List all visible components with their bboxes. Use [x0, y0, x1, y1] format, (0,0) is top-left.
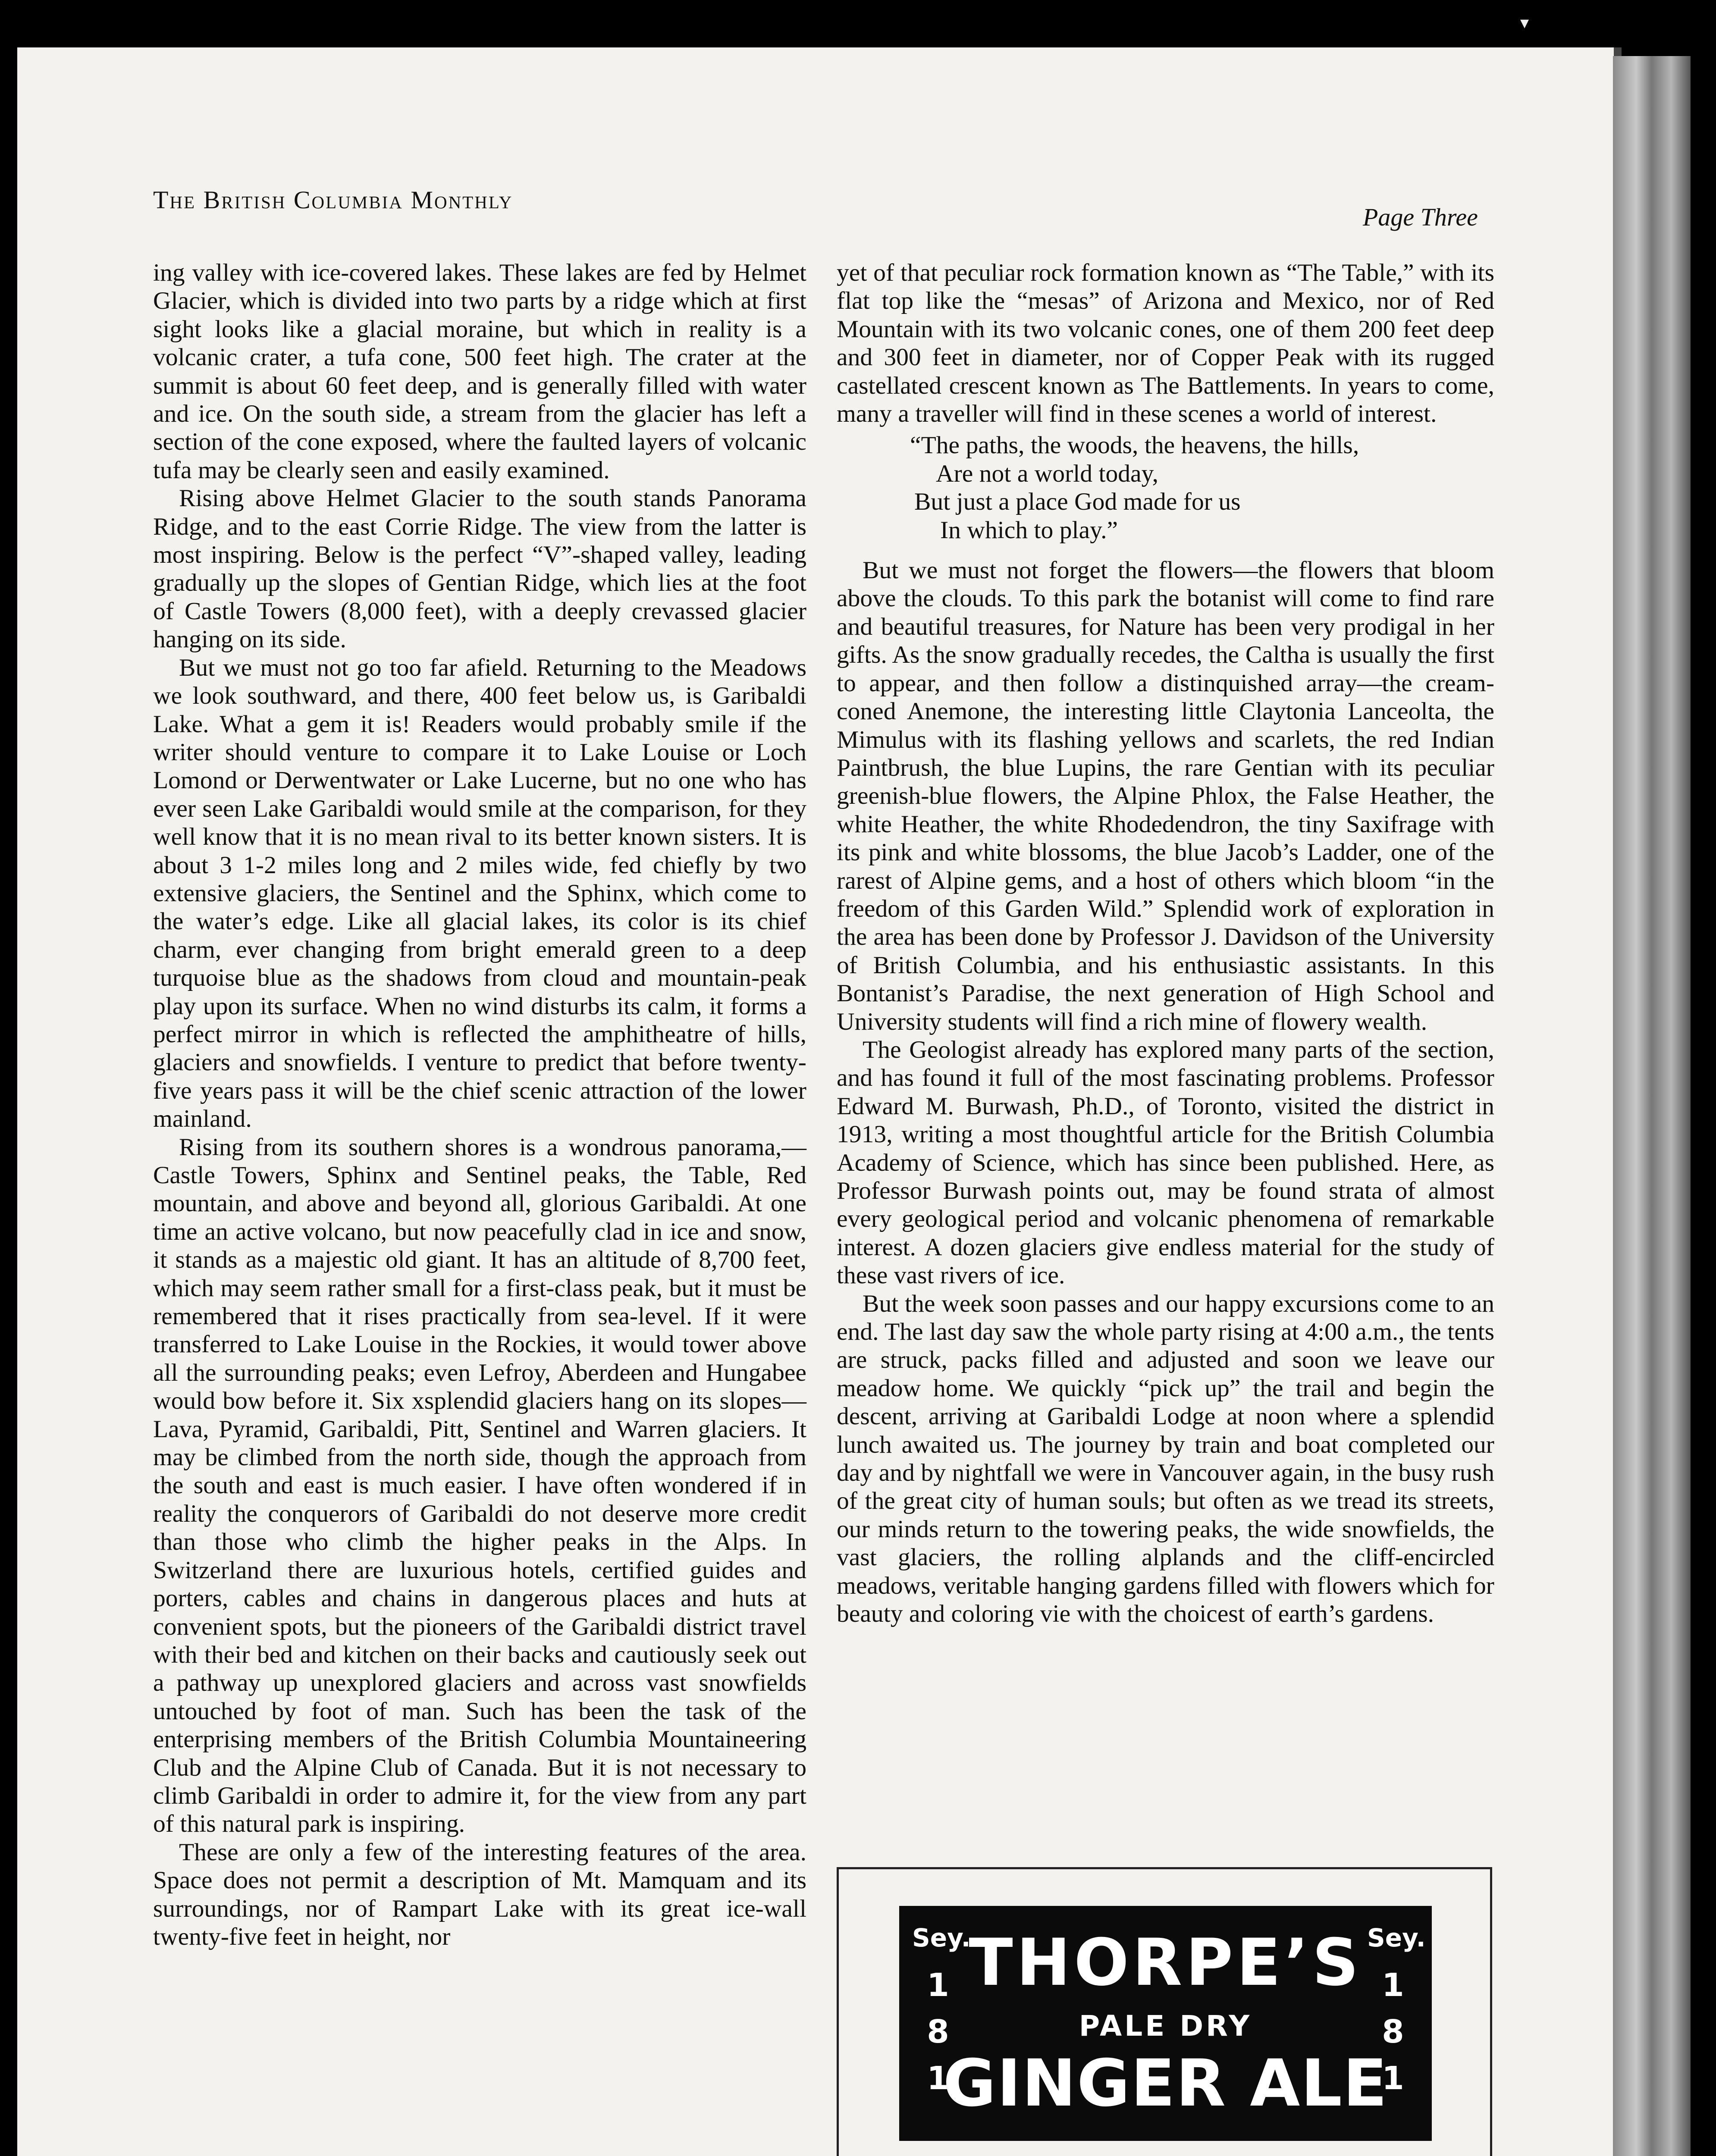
left-column [153, 259, 806, 1951]
phone-digit: 8 [927, 2013, 949, 2050]
ad-brand: THORPE’S [969, 1925, 1362, 2000]
paragraph: Rising above Helmet Glacier to the south stands Panorama Ridge, and to the east Corrie Ridge. The view from the latter is most inspiring. Below is the perfect “V”-shaped valley, leading gradually up the slopes of Gentian Ridge, which lies at the foot of Castle Towers (8,000 feet), with a deeply crevassed glacier hanging on its side. [153, 485, 806, 653]
page-number: Page Three [1363, 203, 1478, 231]
phone-digit: 1 [927, 1967, 949, 2004]
paragraph: But we must not go too far afield. Returning to the Meadows we look southward, and there, 400 feet below us, is Garibaldi Lake. What a gem it is! Readers would probably smile if the writer should venture to compare it to Lake Louise or Loch Lomond or Derwentwater or Lake Lucerne, but no one who has ever seen Lake Garibaldi would smile at the comparison, for they well know that it is no mean rival to its better known sisters. It is about 3 1-2 miles long and 2 miles wide, fed chiefly by two extensive glaciers, the Sentinel and the Sphinx, which come to the water’s edge. Like all glacial lakes, its color is its chief charm, ever changing from bright emerald green to a deep turquoise blue as the shadows from cloud and mountain-peak play upon its surface. When no wind disturbs its calm, it forms a perfect mirror in which is reflected the amphitheatre of hills, glaciers and snowfields. I venture to predict that before twenty-five years pass it will be the chief scenic attraction of the lower mainland. [153, 654, 806, 1133]
ginger-ale-advertisement [899, 1906, 1432, 2141]
phone-digit: 1 [927, 2060, 949, 2097]
paragraph: ing valley with ice-covered lakes. These lakes are fed by Helmet Glacier, which is divided into two parts by a ridge which at first sight looks like a glacial moraine, but which in reality is a volcanic crater, a tufa cone, 500 feet high. The crater at the summit is about 60 feet deep, and is generally filled with water and ice. On the south side, a stream from the glacier has left a section of the cone exposed, where the faulted layers of volcanic tufa may be clearly seen and easily examined. [153, 259, 806, 484]
phone-prefix: Sey. [912, 1923, 971, 1952]
phone-digit: 1 [1382, 2060, 1404, 2097]
film-speck: ▾ [1520, 13, 1529, 33]
paragraph: But we must not forget the flowers—the flowers that bloom above the clouds. To this park the botanist will come to find rare and beautiful treasures, for Nature has been very prodigal in her gifts. As the snow gradually recedes, the Caltha is usually the first to appear, and then follow a distinquished array—the cream-coned Anemone, the interesting little Claytonia Lanceolta, the Mimulus with its flashing yellows and scarlets, the red Indian Paintbrush, the blue Lupins, the rare Gentian with its peculiar greenish-blue flowers, the Alpine Phlox, the False Heather, the white Heather, the white Rhodedendron, the tiny Saxifrage with its pink and white blossoms, the blue Jacob’s Ladder, one of the rarest of Alpine gems, and a host of others which bloom “in the freedom of this Garden Wild.” Splendid work of exploration in the area has been done by Professor J. Davidson of the University of British Columbia, and his enthusiastic assistants. In this Bontanist’s Paradise, the next generation of High School and University students will find a rich mine of flowery wealth. [837, 557, 1494, 1035]
paragraph: The Geologist already has explored many parts of the section, and has found it full of the most fascinating problems. Professor Edward M. Burwash, Ph.D., of Toronto, visited the district in 1913, writing a most thoughtful article for the British Columbia Academy of Science, which has since been published. Here, as Professor Burwash points out, may be found strata of almost every geological period and volcanic phenomena of remarkable interest. A dozen glaciers give endless material for the study of these vast rivers of ice. [837, 1036, 1494, 1289]
ad-product: GINGER ALE [943, 2046, 1388, 2121]
phone-number-right [1367, 1923, 1426, 2102]
poem-line: “The paths, the woods, the heavens, the hills, [910, 432, 1359, 459]
right-column [837, 259, 1494, 1628]
paragraph: Rising from its southern shores is a wondrous panorama,—Castle Towers, Sphinx and Sentinel peaks, the Table, Red mountain, and above and beyond all, glorious Garibaldi. At one time an active volcano, but now peacefully clad in ice and snow, it stands as a majestic old giant. It has an altitude of 8,700 feet, which may seem rather small for a first-class peak, but it must be remembered that it rises practically from sea-level. If it were transferred to Lake Louise in the Rockies, it would tower above all the surrounding peaks; even Lefroy, Aberdeen and Hungabee would bow before it. Six xsplendid glaciers hang on its slopes—Lava, Pyramid, Garibaldi, Pitt, Sentinel and Warren glaciers. It may be climbed from the north side, though the approach from the south and east is much easier. I have often wondered if in reality the conquerors of Garibaldi do not deserve more credit than those who climb the higher peaks in the Alps. In Switzerland there are luxurious hotels, certified guides and porters, cables and chains in dangerous places and huts at convenient spots, but the pioneers of the Garibaldi district travel with their bed and kitchen on their backs and cautiously seek out a pathway up unexplored glaciers and across vast snowfields untouched by foot of man. Such has been the task of the enterprising members of the British Columbia Mountaineering Club and the Alpine Club of Canada. But it is not necessary to climb Garibaldi in order to admire it, for the view from any part of this natural park is inspiring. [153, 1133, 806, 1838]
poem [837, 431, 1494, 544]
poem-line: Are not a world today, [936, 460, 1159, 487]
paragraph: These are only a few of the interesting features of the area. Space does not permit a description of Mt. Mamquam and its surroundings, nor of Rampart Lake with its great ice-wall twenty-five feet in height, nor [153, 1838, 806, 1950]
phone-prefix: Sey. [1367, 1923, 1426, 1952]
paragraph: But the week soon passes and our happy excursions come to an end. The last day saw the whole party rising at 4:00 a.m., the tents are struck, packs filled and adjusted and soon we leave our meadow home. We quickly “pick up” the trail and begin the descent, arriving at Garibaldi Lodge at noon where a splendid lunch awaited us. The journey by train and boat completed our day and by nightfall we were in Vancouver again, in the busy rush of the great city of human souls; but often as we tread its streets, our minds return to the towering peaks, the wide snowfields, the vast glaciers, the rolling alplands and the cliff-encircled meadows, veritable hanging gardens filled with flowers which for beauty and coloring vie with the choicest of earth’s gardens. [837, 1290, 1494, 1628]
phone-digit: 1 [1382, 1967, 1404, 2004]
magazine-title: The British Columbia Monthly [153, 186, 513, 214]
book-binding-edge [1613, 56, 1691, 2156]
poem-line: But just a place God made for us [914, 488, 1241, 516]
ad-subline: PALE DRY [1079, 2009, 1252, 2043]
phone-digit: 8 [1382, 2013, 1404, 2050]
paragraph: yet of that peculiar rock formation known as “The Table,” with its flat top like the “mesas” of Arizona and Mexico, nor of Red Mountain with its two volcanic cones, one of them 200 feet deep and 300 feet in diameter, nor of Copper Peak with its rugged castellated crescent known as The Battlements. In years to come, many a traveller will find in these scenes a world of interest. [837, 259, 1494, 428]
poem-line: In which to play.” [940, 516, 1118, 544]
